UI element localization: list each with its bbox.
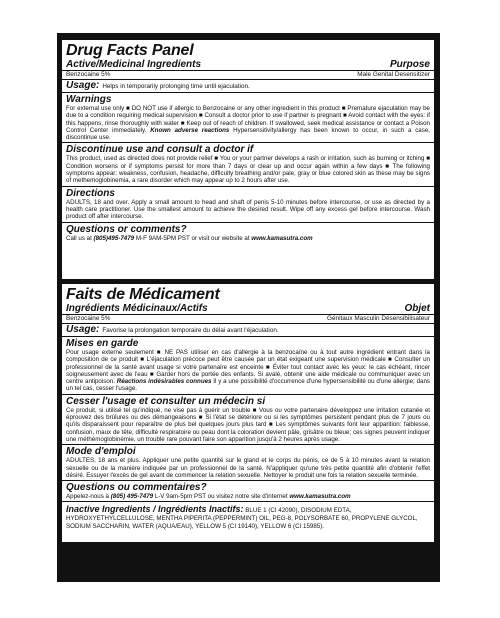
- directions-heading: Mode d'emploi: [66, 446, 136, 458]
- purpose-heading: Objet: [404, 303, 430, 314]
- active-ingredients-row: [62, 315, 434, 324]
- directions-section: [62, 187, 434, 223]
- questions-text-pre: Appelez-nous à: [66, 493, 109, 501]
- questions-text-pre: Call us at: [66, 234, 92, 242]
- directions-heading: Directions: [66, 187, 115, 199]
- questions-heading: Questions ou commentaires?: [66, 482, 207, 494]
- discontinue-text: Ce produit, si utilisé tel qu'indiqué, ne vise pas à guérir un trouble ■ Vous ou votre partenaire développez une irritation cutanée et éprouvez des brûlures ou des démangeaisons ■ Si l'état se détériore ou si les symptômes persistent pendant plus de 7 jours ou qu'ils disparaissent pour reparaître de plus bel quelques jours plus tard ■ Les symptômes suivants font leur apparition: faiblesse, confusion, maux de tête, difficulté respiratoire ou peau dont la coloration devient pâle, grisâtre ou bleue; ces signes peuvent indiquer une méthémoglobinémie, un trouble rare pouvant faire son apparition jusqu'à 2 heures après usage.: [66, 406, 430, 443]
- questions-heading: Questions or comments?: [66, 223, 187, 235]
- panel-title: Drug Facts Panel: [66, 42, 194, 59]
- panel-title: Faits de Médicament: [66, 286, 220, 303]
- inactive-ingredients-heading: Inactive Ingredients / Ingrédients Inactifs:: [66, 504, 244, 515]
- website-link[interactable]: www.kamasutra.com: [289, 493, 351, 501]
- warnings-heading: Mises en garde: [66, 338, 139, 349]
- known-reactions-label: Known adverse reactions: [150, 126, 230, 134]
- discontinue-section: [62, 143, 434, 186]
- discontinue-text: This product, used as directed does not provide relief ■ You or your partner develops a rash or irritation, such as burning or itching ■ Condition worsens or if symptoms persist for more than 7 days or clear up and occur again within a few days ■ The following symptoms appear: weakness, confusion, headache, difficulty breathing and/or pale, gray or blue colored skin as these may be signs of methemoglobinemia, a rare disorder which may appear up to 2 hours after use.: [66, 155, 430, 185]
- purpose: Male Genital Desensitizer: [357, 71, 430, 78]
- warnings-heading: Warnings: [66, 94, 112, 105]
- active-ingredients-row: [62, 71, 434, 80]
- warnings-section: [62, 93, 434, 143]
- active-ingredients-heading: Active/Medicinal Ingredients: [66, 59, 202, 70]
- drug-facts-panel-english: [62, 40, 434, 279]
- usage-heading: Usage:: [66, 324, 100, 335]
- active-ingredients-heading: Ingrédients Médicinaux/Actifs: [66, 303, 208, 314]
- known-reactions-text: Hypersensitivity/allergy has been known to occur, in such a case, discontinue use.: [66, 126, 430, 142]
- usage-section: [62, 80, 434, 93]
- questions-text: [66, 493, 430, 500]
- questions-text-mid: M-F 9AM-5PM PST or visit our website at: [135, 234, 250, 242]
- questions-section: [62, 223, 434, 243]
- known-reactions-label: Réactions indésirables connues: [116, 378, 212, 386]
- discontinue-heading: Discontinue use and consult a doctor if: [66, 144, 254, 156]
- directions-text: ADULTES, 18 ans et plus. Appliquer une petite quantité sur le gland et le corps du pénis, ce de 5 à 10 minutes avant la relation sexuelle ou de la manière indiquée par un professionnel de la santé. N'appliquer qu'une très petite quantité afin d'obtenir l'effet désiré. Essuyer l'excès de gel avant de commencer la relation sexuelle. Nettoyer le produit une fois la relation sexuelle terminée.: [66, 457, 430, 479]
- warnings-text: [66, 349, 430, 393]
- questions-text-mid: L-V 9am-5pm PST ou visitez notre site d'internet: [154, 493, 288, 501]
- drug-facts-panel-french: [62, 284, 434, 542]
- usage-text: Helps in temporarily prolonging time until ejaculation.: [102, 83, 250, 90]
- purpose: Génitaux Masculin Désensibilisateur: [326, 315, 430, 322]
- warnings-text: [66, 105, 430, 141]
- usage-text: Favorise la prolongation temporaire du délai avant l'éjaculation.: [102, 327, 279, 334]
- ingredient: Benzocaine 5%: [66, 71, 111, 78]
- questions-text: [66, 235, 430, 242]
- discontinue-heading: Cesser l'usage et consulter un médecin si: [66, 395, 266, 407]
- purpose-heading: Purpose: [389, 59, 430, 70]
- known-reactions-text: Il y a une possibilité d'occurrence d'une hypersensibilité ou d'une allergie; dans un tel cas, cesser l'usage.: [66, 378, 430, 393]
- inactive-ingredients-section: [62, 502, 434, 532]
- phone-number: (805)495-7479: [93, 234, 135, 242]
- usage-section: [62, 324, 434, 337]
- directions-section: [62, 445, 434, 481]
- inactive-ingredients-text: BLUE 1 (CI 42090), DISODIUM EDTA, HYDROXYETHYLCELLULOSE, MENTHA PIPERITA (PEPPERMINT) OIL, PEG-8, POLYSORBATE 60, PROPYLENE GLYCOL, SODIUM SACCHARIN, WATER (AQUA/EAU), YELLOW 5 (CI 19140), YELLOW 6 (CI 15985).: [66, 507, 418, 530]
- directions-text: ADULTS, 18 and over. Apply a small amount to head and shaft of penis 5-10 minutes before intercourse, or use as directed by a health care practitioner. Use the smallest amount to achieve the desired result. Wipe off any excess gel before intercourse. Wash product off after intercourse.: [66, 198, 430, 221]
- warnings-section: [62, 337, 434, 395]
- ingredient: Benzocaine 5%: [66, 315, 111, 322]
- warnings-body: Pour usage externe seulement ■ NE PAS utiliser en cas d'allergie à la benzocaïne ou à tout autre ingrédient entrant dans la composition de ce produit ■ L'éjaculation précoce peut être causée par un état exigeant une supervision médicale ■ Consulter un professionnel de la santé avant usage si votre partenaire est enceinte ■ Éviter tout contact avec les yeux: le cas échéant, rincer soigneusement avec de l'eau ■ Garder hors de portée des enfants. Si avalé, obtenir une aide médicale ou communiquer avec un centre antipoison.: [66, 349, 430, 386]
- active-ingredients-header: [62, 303, 434, 315]
- active-ingredients-header: [62, 59, 434, 71]
- warnings-body: For external use only ■ DO NOT use if allergic to Benzocaine or any other ingredient in this product ■ Premature ejaculation may be due to a condition requiring medical supervision ■ Consult a doctor prior to use if partner is pregnant ■ Avoid contact with the eyes: if this happens, rinse thoroughly with water ■ Keep out of reach of children. If swallowed, seek medical assistance or contact a Poison Control Center immediately.: [66, 105, 430, 134]
- usage-heading: Usage:: [66, 80, 100, 91]
- questions-section: [62, 481, 434, 502]
- phone-number: (805) 495-7479: [110, 493, 154, 501]
- discontinue-section: [62, 395, 434, 445]
- website-link[interactable]: www.kamasutra.com: [251, 234, 313, 242]
